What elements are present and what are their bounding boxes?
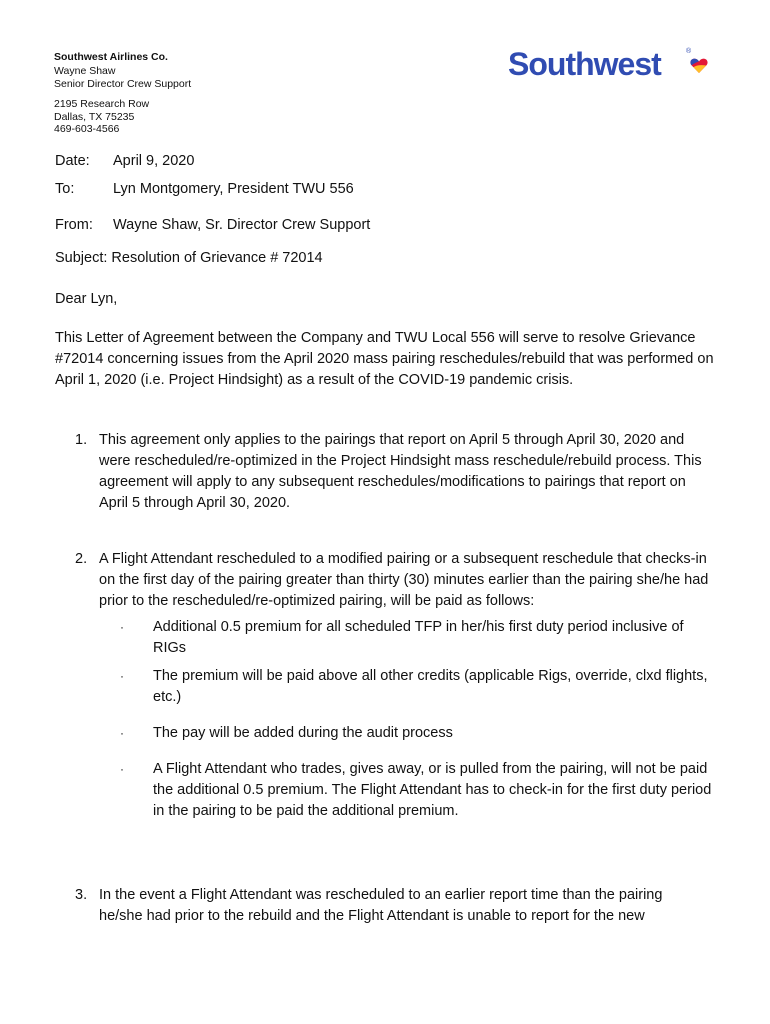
item-number: 2. <box>75 551 88 567</box>
sender-address <box>54 98 149 136</box>
date-value: April 9, 2020 <box>113 153 195 169</box>
subject-line: Subject: Resolution of Grievance # 72014 <box>55 250 323 266</box>
bullet-dot: · <box>120 762 124 776</box>
from-value: Wayne Shaw, Sr. Director Crew Support <box>113 217 371 233</box>
sender-company: Southwest Airlines Co. <box>54 51 168 63</box>
address-city: Dallas, TX 75235 <box>54 110 135 123</box>
address-street: 2195 Research Row <box>54 98 150 110</box>
date-label: Date: <box>55 153 90 169</box>
item-number: 1. <box>75 432 88 448</box>
registered-mark: ® <box>686 48 692 55</box>
salutation: Dear Lyn, <box>55 291 118 307</box>
bullet-text: A Flight Attendant who trades, gives away, or is pulled from the pairing, will not be paid the additional 0.5 premium. The Flight Attendant has to check-in for the first duty period in the pairing to be paid the additional premium. <box>153 761 712 819</box>
sender-block <box>54 51 191 92</box>
from-row <box>55 216 475 234</box>
item-number: 3. <box>75 887 88 903</box>
bullet-text: The pay will be added during the audit process <box>153 725 453 741</box>
to-row <box>55 180 455 198</box>
southwest-logo <box>508 44 708 84</box>
logo-wordmark: Southwest <box>508 46 661 82</box>
to-label: To: <box>55 181 75 197</box>
address-phone: 469-603-4566 <box>54 123 120 135</box>
from-label: From: <box>55 217 93 233</box>
heart-icon <box>690 58 708 74</box>
intro-paragraph: This Letter of Agreement between the Company and TWU Local 556 will serve to resolve Grievance #72014 concerning issues from the April 2020 mass pairing reschedules/rebuild that was performed on April 1, 2020 (i.e. Project Hindsight) as a result of the COVID-19 pandemic crisis. <box>55 330 714 388</box>
sender-title: Senior Director Crew Support <box>54 78 192 90</box>
item-text: This agreement only applies to the pairings that report on April 5 through April 30, 2020 and were rescheduled/re-optimized in the Project Hindsight mass reschedule/rebuild process. This agreement will apply to any subsequent reschedules/modifications to pairings that report on April 5 through April 30, 2020. <box>99 432 702 511</box>
bullet-dot: · <box>120 726 124 740</box>
to-value: Lyn Montgomery, President TWU 556 <box>113 181 354 197</box>
bullet-text: The premium will be paid above all other credits (applicable Rigs, override, clxd flights, etc.) <box>153 668 708 705</box>
bullet-dot: · <box>120 669 124 683</box>
item-text: In the event a Flight Attendant was rescheduled to an earlier report time than the pairing he/she had prior to the rebuild and the Flight Attendant is unable to report for the new <box>99 887 663 924</box>
date-row <box>55 152 455 170</box>
bullet-text: Additional 0.5 premium for all scheduled TFP in her/his first duty period inclusive of RIGs <box>153 619 684 656</box>
sender-name: Wayne Shaw <box>54 64 116 77</box>
bullet-dot: · <box>120 620 124 634</box>
item-text: A Flight Attendant rescheduled to a modified pairing or a subsequent reschedule that checks-in on the first day of the pairing greater than thirty (30) minutes earlier than the pairing she/he had prior to the rescheduled/re-optimized pairing, will be paid as follows: <box>99 551 709 609</box>
